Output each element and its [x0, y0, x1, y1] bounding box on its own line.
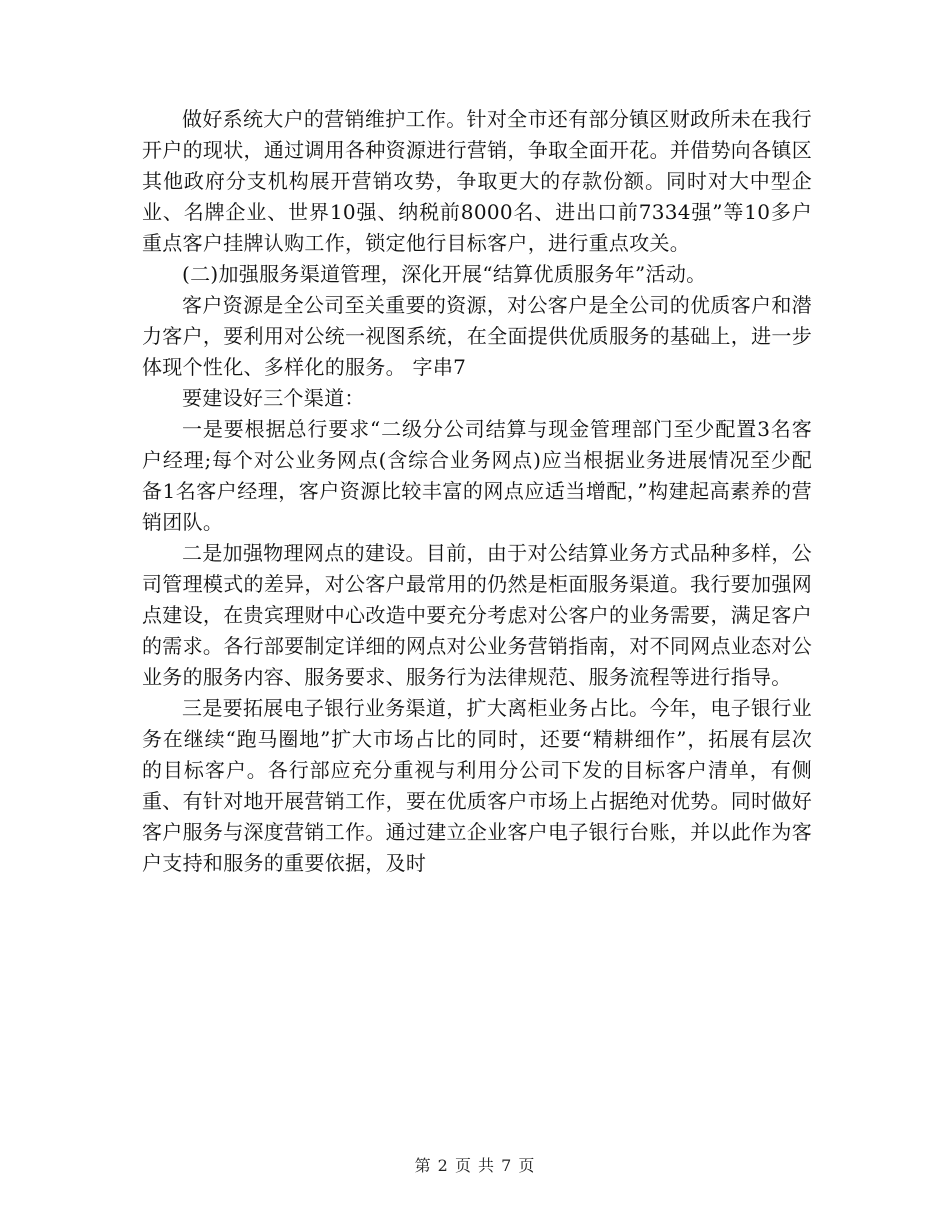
paragraph-4: 要建设好三个渠道：	[182, 386, 365, 410]
paragraph-6: 二是加强物理网点的建设。目前，由于对公结算业务方式品种多样，公司管理模式的差异，对公客户最常用的仍然是柜面服务渠道。我行要加强网点建设，在贵宾理财中心改造中要充分考虑对公客户的业务需要，满足客户的需求。各行部要制定详细的网点对公业务营销指南，对不同网点业态对公业务的服务内容、服务要求、服务行为法律规范、服务流程等进行指导。	[142, 541, 812, 689]
document-body	[142, 104, 812, 879]
paragraph-7: 三是要拓展电子银行业务渠道，扩大离柜业务占比。今年，电子银行业务在继续“跑马圈地”扩大市场占比的同时，还要“精耕细作”，拓展有层次的目标客户。各行部应充分重视与利用分公司下发的目标客户清单，有侧重、有针对地开展营销工作，要在优质客户市场上占据绝对优势。同时做好客户服务与深度营销工作。通过建立企业客户电子银行台账，并以此作为客户支持和服务的重要依据，及时	[142, 696, 812, 875]
paragraph-3: 客户资源是全公司至关重要的资源，对公客户是全公司的优质客户和潜力客户，要利用对公统一视图系统，在全面提供优质服务的基础上，进一步体现个性化、多样化的服务。 字串7	[142, 293, 812, 379]
paragraph-5: 一是要根据总行要求“二级分公司结算与现金管理部门至少配置3名客户经理;每个对公业务网点(含综合业务网点)应当根据业务进展情况至少配备1名客户经理，客户资源比较丰富的网点应适当增配，”构建起高素养的营销团队。	[142, 417, 812, 534]
page-footer: 第 2 页 共 7 页	[414, 1156, 536, 1175]
paragraph-2-heading: (二)加强服务渠道管理，深化开展“结算优质服务年”活动。	[182, 262, 707, 286]
paragraph-1: 做好系统大户的营销维护工作。针对全市还有部分镇区财政所未在我行开户的现状，通过调用各种资源进行营销，争取全面开花。并借势向各镇区其他政府分支机构展开营销攻势，争取更大的存款份额。同时对大中型企业、名牌企业、世界10强、纳税前8000名、进出口前7334强”等10多户重点客户挂牌认购工作，锁定他行目标客户，进行重点攻关。	[142, 107, 812, 255]
